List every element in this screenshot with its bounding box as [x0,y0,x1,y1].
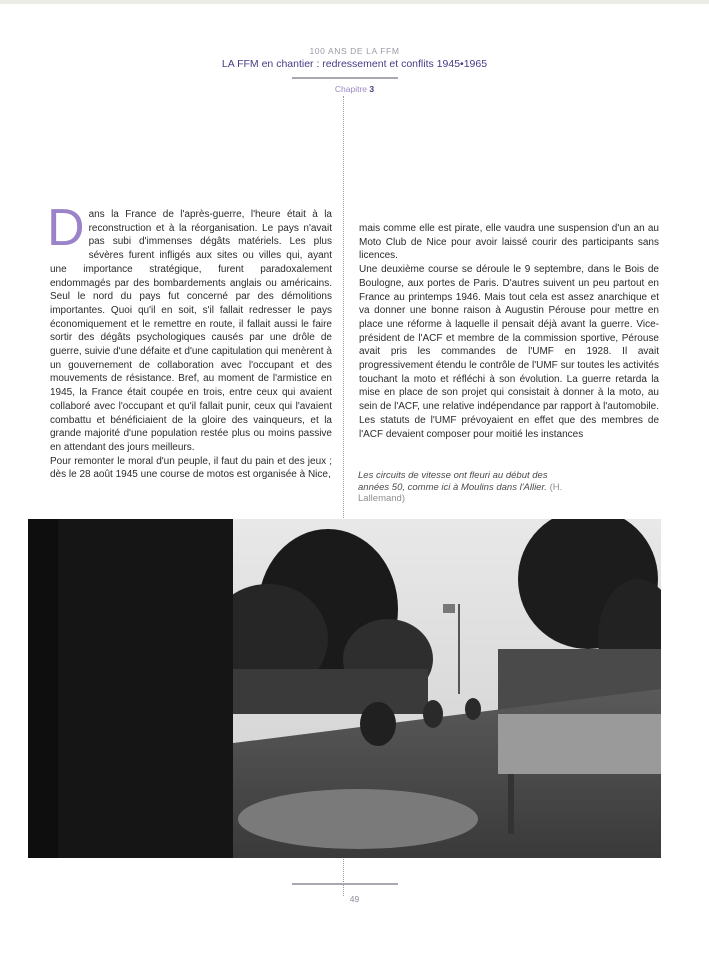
photo-credit: (H. Lallemand) [358,481,563,504]
footer-rule [292,883,398,885]
chapter-word: Chapitre [334,84,368,94]
chapter-subtitle: LA FFM en chantier : redressement et conflits 1945•1965 [221,58,488,70]
caption-text: Les circuits de vitesse ont fleuri au début des années 50, comme ici à Moulins dans l'Allier. [358,470,548,493]
right-column [359,222,659,441]
book-series-title: 100 ANS DE LA FFM [309,46,400,56]
paragraph: mais comme elle est pirate, elle vaudra une suspension d'un an au Moto Club de Nice pour avoir laissé courir des participants sans licences. [359,223,659,262]
paragraph-text: ans la France de l'après-guerre, l'heure était à la reconstruction et à la réorganisation. Le pays n'avait pas subi d'immenses dégâts matériels. Les plus sévères furent infligés aux sites ou villes qui, ayant une importance stratégique, furent paradoxalement endommagés par des bombardements anglais ou américains. Seul le nord du pays fut concerné par des démolitions importantes. Quoi qu'il en soit, s'il fallait redresser le pays économiquement et le remettre en route, il fallait aussi le faire sortir des dégâts psychologiques causés par une drôle de guerre, suivie d'une défaite et d'une capitulation qui menèrent à un gouvernement de collaboration avec l'occupant et des mouvements de résistance. Bref, au moment de l'armistice en 1945, la France était coupée en trois, entre ceux qui avaient collaboré avec l'occupant et qu'il fallait punir, ceux qui l'avaient combattu et bénéficiaient de la gloire des vainqueurs, et la grande majorité d'une population restée plus ou moins passive en attendant des jours meilleurs. [50,209,332,453]
paragraph [47,199,332,455]
chapter-number: 3 [369,84,375,94]
paragraph: Pour remonter le moral d'un peuple, il faut du pain et des jeux ; dès le 28 août 1945 une course de motos est organisée à Nice, [50,455,332,481]
header-rule [292,77,398,79]
paragraph: Une deuxième course se déroule le 9 septembre, dans le Bois de Boulogne, aux portes de Paris. D'autres suivent un peu partout en France au printemps 1946. Mais tout cela est assez anarchique et va donner une bonne raison à Augustin Pérouse pour mettre en place une réforme à laquelle il pensait déjà avant la guerre. Vice-président de l'ACF et membre de la commission sportive, Pérouse avait pris les commandes de l'UMF en 1928. Il avait progressivement étendu le contrôle de l'UMF sur toutes les activités touchant la moto et réfléchi à son évolution. La guerre retarda la mise en place de son projet qui consistait à donner à la moto, au sein de l'ACF, une relative indépendance par rapport à l'automobile. Les statuts de l'UMF prévoyaient en effet que des membres de l'ACF devaient composer pour moitié les instances [359,264,659,440]
photo-caption [358,470,568,505]
drop-cap: D [47,199,85,257]
race-photo [28,519,661,858]
page-number: 49 [349,894,360,904]
left-column [47,199,332,482]
chapter-label [0,84,709,94]
top-bar [0,0,709,4]
running-header [0,46,709,70]
